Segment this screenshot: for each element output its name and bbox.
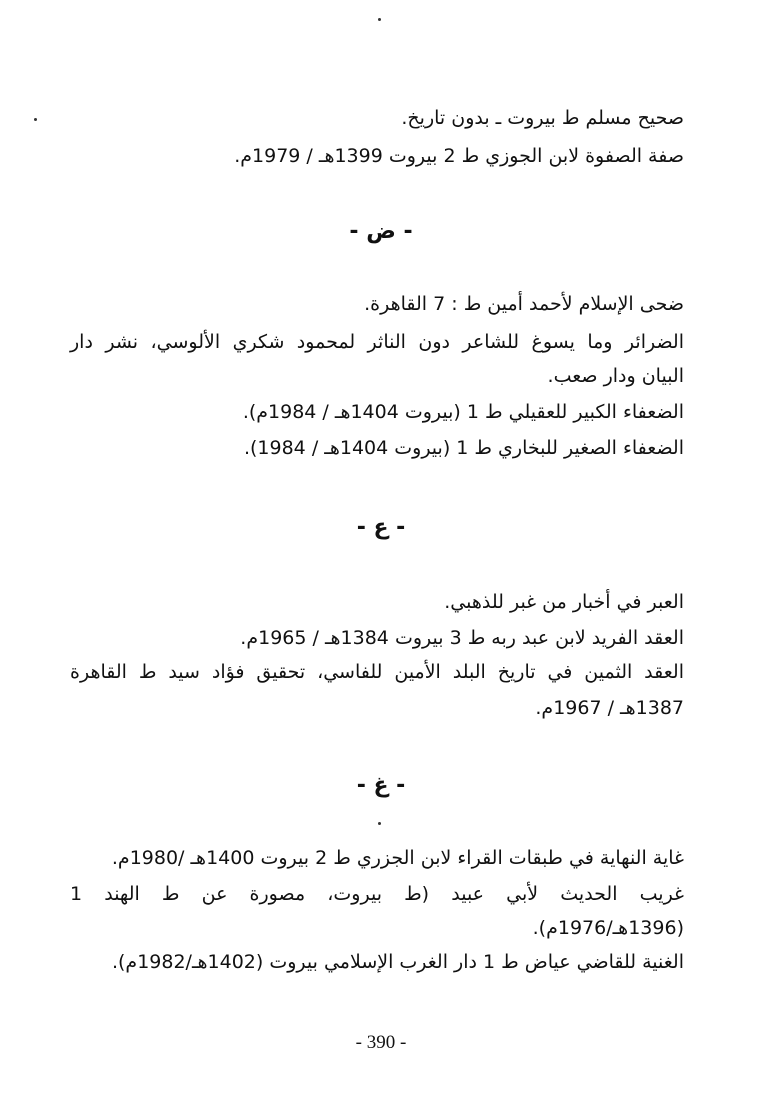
bibliography-entry: العبر في أخبار من غبر للذهبي.	[444, 591, 684, 613]
bibliography-entry: الضرائر وما يسوغ للشاعر دون الناثر لمحمود شكري الألوسي، نشر دار	[70, 331, 684, 353]
bibliography-entry: غاية النهاية في طبقات القراء لابن الجزري ط 2 بيروت 1400هـ /1980م.	[111, 847, 684, 869]
scan-speck	[378, 822, 381, 825]
bibliography-entry-continuation: (1396هـ/1976م).	[532, 917, 684, 939]
letter-heading-ain: - ع -	[356, 515, 406, 540]
scan-speck	[378, 18, 381, 21]
scan-speck	[34, 118, 37, 121]
page-number: - 390 -	[355, 1032, 407, 1053]
letter-heading-ghain: - غ -	[356, 773, 406, 798]
letter-heading-dad: - ض -	[349, 219, 413, 244]
bibliography-entry: غريب الحديث لأبي عبيد (ط بيروت، مصورة عن ط الهند 1	[70, 883, 684, 905]
bibliography-entry: صحيح مسلم ط بيروت ـ بدون تاريخ.	[401, 107, 684, 129]
bibliography-entry: العقد الثمين في تاريخ البلد الأمين للفاسي، تحقيق فؤاد سيد ط القاهرة	[70, 661, 684, 683]
bibliography-entry: العقد الفريد لابن عبد ربه ط 3 بيروت 1384هـ / 1965م.	[240, 627, 684, 649]
bibliography-entry-continuation: 1387هـ / 1967م.	[535, 697, 684, 719]
bibliography-entry: ضحى الإسلام لأحمد أمين ط : 7 القاهرة.	[364, 293, 684, 315]
bibliography-entry: الضعفاء الصغير للبخاري ط 1 (بيروت 1404هـ / 1984).	[243, 437, 684, 459]
bibliography-entry: صفة الصفوة لابن الجوزي ط 2 بيروت 1399هـ / 1979م.	[234, 145, 684, 167]
bibliography-entry: الضعفاء الكبير للعقيلي ط 1 (بيروت 1404هـ / 1984م).	[242, 401, 684, 423]
bibliography-entry: الغنية للقاضي عياض ط 1 دار الغرب الإسلامي بيروت (1402هـ/1982م).	[111, 951, 684, 973]
bibliography-entry-continuation: البيان ودار صعب.	[547, 365, 684, 387]
